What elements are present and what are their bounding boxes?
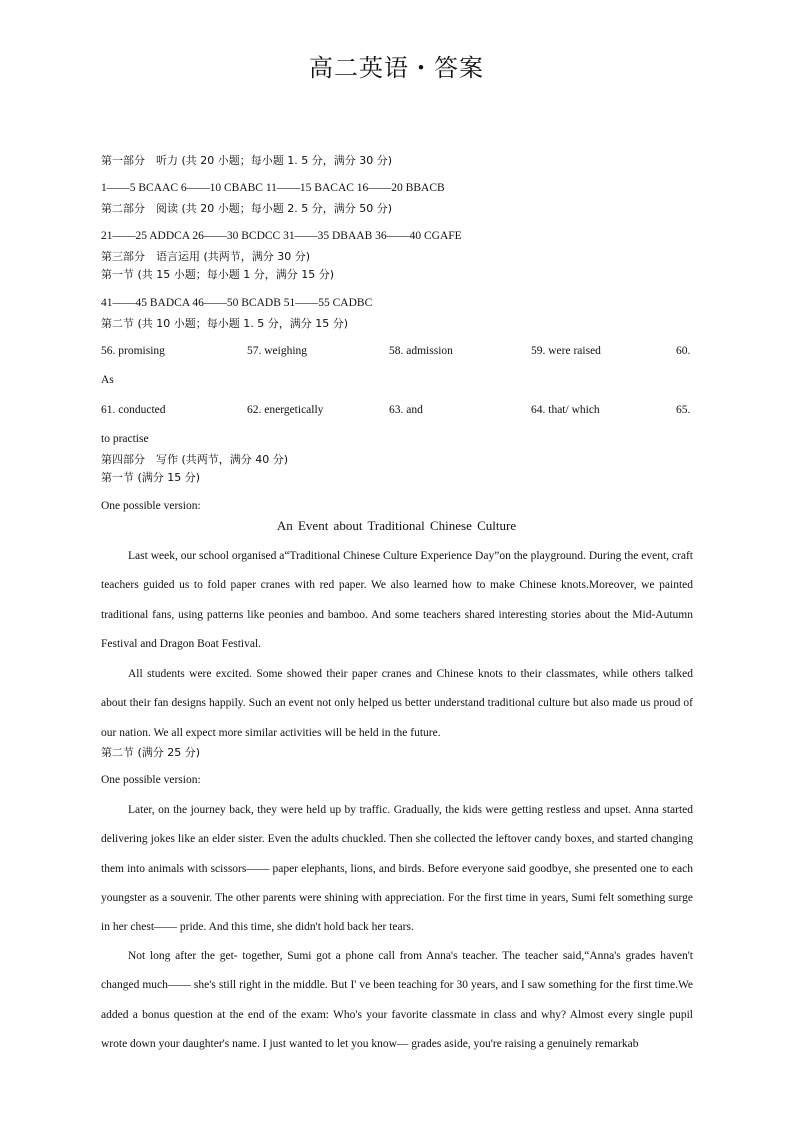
part3-header: 第三部分 语言运用 (共两节，满分 30 分) [101,250,311,263]
fill-answer-65-wrap: to practise [101,433,149,445]
fill-answer-63: 63. and [389,404,423,416]
part3-section1-header: 第一节 (共 15 小题；每小题 1 分，满分 15 分) [101,268,335,281]
part3-section1-answers: 41——45 BADCA 46——50 BCADB 51——55 CADBC [101,297,373,309]
essay1-paragraph-2-text: All students were excited. Some showed their paper cranes and Chinese knots to their classmates, while others talked about their fan designs happily. Such an event not only helped us better understand traditional culture but also made us proud of our nation. We all expect more similar activities will be held in the future. [101,668,693,739]
fill-answer-65: 65. [676,404,691,416]
page-title: 高二英语・答案 [309,54,484,82]
essay1-paragraph-1-text: Last week, our school organised a“Traditional Chinese Culture Experience Day”on the playground. During the event, craft teachers guided us to fold paper cranes with red paper. We also learned how to make Chinese knots.Moreover, we painted traditional fans, using patterns like peonies and bamboo. And some teachers shared interesting stories about the Mid-Autumn Festival and Dragon Boat Festival. [101,550,693,650]
part1-answers: 1——5 BCAAC 6——10 CBABC 11——15 BACAC 16——20 BBACB [101,182,445,194]
fill-answer-60-wrap: As [101,374,114,386]
fill-answer-64: 64. that/ which [531,404,600,416]
essay-title: An Event about Traditional Chinese Culture [276,518,517,533]
fill-answer-57: 57. weighing [247,345,308,357]
fill-answer-62: 62. energetically [247,404,324,416]
essay1-paragraph-2 [101,660,693,748]
part4-header: 第四部分 写作 (共两节，满分 40 分) [101,453,289,466]
part3-section2-header: 第二节 (共 10 小题；每小题 1. 5 分，满分 15 分) [101,317,349,330]
fill-answer-58: 58. admission [389,345,453,357]
part4-section1-header: 第一节 (满分 15 分) [101,471,201,484]
part1-header: 第一部分 听力 (共 20 小题；每小题 1. 5 分，满分 30 分) [101,154,393,167]
essay2-paragraph-1-text: Later, on the journey back, they were held up by traffic. Gradually, the kids were getting restless and upset. Anna started delivering jokes like an elder sister. Even the adults chuckled. Then she collected the leftover candy boxes, and started changing them into animals with scissors—— paper elephants, lions, and birds. Before everyone said goodbye, she presented one to each youngster as a souvenir. The other parents were shining with appreciation. For the first time in years, Sumi felt something surge in her chest—— pride. And this time, she didn't hold back her tears. [101,804,693,934]
part2-header: 第二部分 阅读 (共 20 小题；每小题 2. 5 分，满分 50 分) [101,202,393,215]
version-label: One possible version: [101,774,201,786]
fill-answer-61: 61. conducted [101,404,166,416]
essay2-paragraph-1 [101,796,693,942]
fill-answer-59: 59. were raised [531,345,601,357]
version-label: One possible version: [101,500,201,512]
fill-answer-56: 56. promising [101,345,165,357]
essay2-paragraph-2 [101,942,693,1059]
part2-answers: 21——25 ADDCA 26——30 BCDCC 31——35 DBAAB 36——40 CGAFE [101,230,462,242]
fill-answer-60: 60. [676,345,691,357]
part4-section2-header: 第二节 (满分 25 分) [101,746,201,759]
essay2-paragraph-2-text: Not long after the get- together, Sumi got a phone call from Anna's teacher. The teacher said,“Anna's grades haven't changed much—— she's still right in the middle. But I' ve been teaching for 30 years, and I saw something for the first time.We added a bonus question at the end of the exam: Who's your favorite classmate in class and why? Almost every single pupil wrote down your daughter's name. I just wanted to let you know— grades aside, you're raising a genuinely remarkab [101,950,693,1050]
essay1-paragraph-1 [101,542,693,659]
